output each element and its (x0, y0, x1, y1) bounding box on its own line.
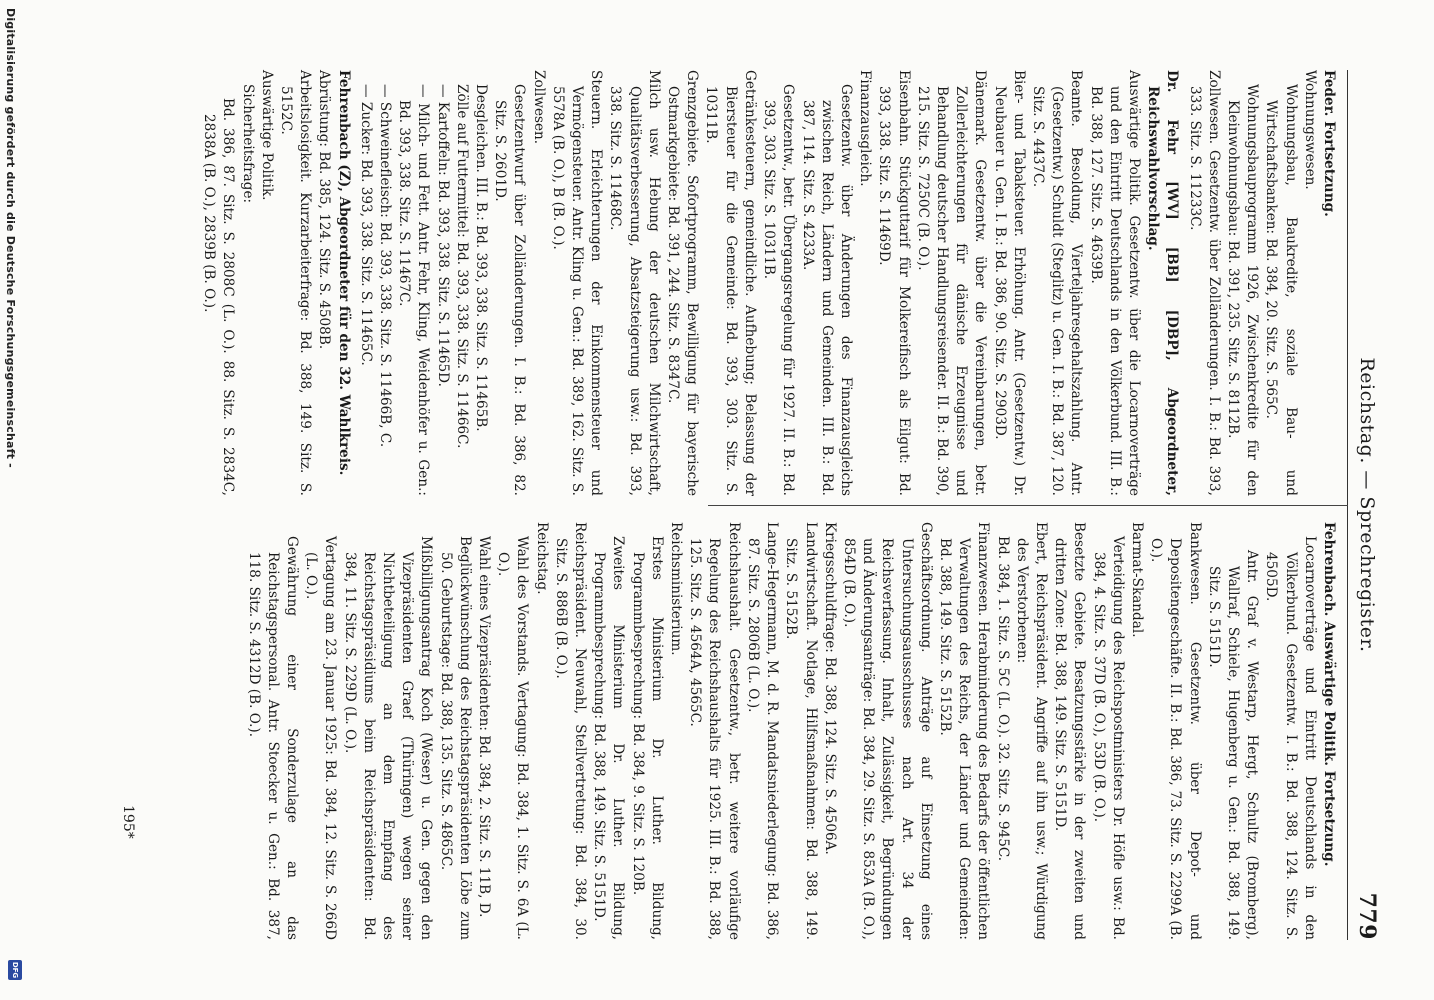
register-entry: Lange-Hegermann, M. d. R. Mandatsniederlegung: Bd. 386, 87. Sitz. S. 2806B (L. O.). (744, 522, 781, 940)
digitization-note: Digitalisierung gefördert durch die Deutsche Forschungsgemeinschaft - (4, 8, 17, 468)
register-entry: Beglückwünschung des Reichstagspräsidenten Löbe zum 50. Geburtstage: Bd. 388, 135. Sitz. S. 4865C. (437, 536, 473, 940)
register-entry: Finanzausgleich. (857, 70, 874, 187)
register-entry: Sicherheitsfrage: (239, 84, 256, 204)
speaker-heading: Feder. Fortsetzung. (1321, 70, 1337, 217)
register-entry: Erstes Ministerium Dr. Luther. Bildung, Programmbesprechung: Bd. 384, 9. Sitz. S. 120B. (629, 536, 665, 940)
register-entry: Wahl des Vorstands. Vertagung: Bd. 384, 1. Sitz. S. 6A (L. O.). (495, 536, 531, 940)
register-entry: Reichstag. (533, 522, 550, 595)
register-entry: Besetzte Gebiete. Besatzungsstärke in der zweiten und dritten Zone: Bd. 388, 149. Sitz. S. 5151D. (1052, 522, 1088, 940)
right-column (243, 522, 1338, 940)
register-entry: Wohnungswesen. (1301, 70, 1318, 190)
register-entry: — Kartoffeln: Bd. 393, 338. Sitz. S. 11465D. (434, 84, 451, 387)
speaker-heading: Dr. Fehr [WV] [BB] [DBP], Abgeordneter, Reichswahlvorschlag. (1145, 70, 1181, 496)
dfg-logo-icon: DFG (8, 960, 22, 980)
left-column (199, 70, 1338, 496)
register-entry: Gesetzentwurf über Zolländerungen. I. B.: Bd. 386, 82. Sitz. S. 2601D. (492, 84, 528, 496)
register-entry: Finanzwesen. Herabminderung des Bedarfs der öffentlichen Verwaltungen des Reichs, der Länder und Gemeinden: Bd. 388, 149. Sitz. S. 5152B. (936, 522, 992, 940)
running-head-title: Reichstag. — Sprechregister. (1356, 357, 1378, 653)
running-head (1348, 70, 1382, 940)
register-entry: Reichsministerium. (668, 522, 685, 656)
register-entry: Verteidigung des Reichspostministers Dr. Höfle usw.: Bd. 384, 4. Sitz. S. 37D (B. O.), 53D (B. O.). (1090, 536, 1126, 940)
register-entry: Landwirtschaft. Notlage, Hilfsmaßnahmen: Bd. 388, 149. Sitz. S. 5152B. (783, 522, 819, 940)
register-entry: Auswärtige Politik. Gesetzentw. über die Locarnoverträge und den Eintritt Deutschlands in den Völkerbund. III. B.: Bd. 388, 127. Sitz. S. 4639B. (1087, 70, 1142, 496)
register-entry: Auswärtige Politik. (258, 70, 275, 201)
register-entry: — Milch- und Fett. Antr. Fehr, Kling, Weidenhöfer u. Gen.: Bd. 393, 338. Sitz. S. 11467C. (396, 84, 432, 496)
register-entry: Reichspräsident. Neuwahl, Stellvertretung: Bd. 384, 30. Sitz. S. 886B (B. O.). (552, 522, 589, 940)
register-entry: Milch usw. Hebung der deutschen Milchwirtschaft, Qualitätsverbesserung, Absatzsteigerung usw.: Bd. 393, 338. Sitz. S. 11468C. (607, 70, 662, 496)
register-entry: Ebert, Reichspräsident. Angriffe auf ihn usw.; Würdigung des Verstorbenen: (1013, 522, 1049, 940)
register-entry: Wohnungsbauprogramm 1926, Zwischenkredite für den Kleinwohnungsbau: Bd. 391, 235. Sitz. S. 8112B. (1224, 84, 1261, 496)
column-divider (708, 505, 1348, 506)
register-entry: Arbeitslosigkeit. Kurzarbeiterfrage: Bd. 388, 149. Sitz. S. 5152C. (278, 70, 314, 496)
register-entry: Wahl eines Vizepräsidenten: Bd. 384, 2. Sitz. S. 11B, D. (476, 536, 493, 918)
register-entry: Barmat-Skandal. (1128, 522, 1145, 638)
register-entry: Abrüstung: Bd. 385, 124. Sitz. S. 4508B. (316, 70, 333, 350)
register-entry: Desgleichen. III. B.: Bd. 393, 338. Sitz. S. 11465B. (473, 84, 490, 432)
register-entry: Steuern. Erleichterungen der Einkommensteuer und Vermögensteuer. Antr. Kling u. Gen.: Bd. 389, 162. Sitz. S. 5578A (B. O.), B (B. O.). (549, 70, 605, 496)
register-entry: Grenzgebiete. Sofortprogramm, Bewilligung für bayerische Ostmarkgebiete: Bd. 391, 244. Sitz. S. 8347C. (665, 70, 701, 496)
register-entry: — Zucker: Bd. 393, 338. Sitz. S. 11465C. (357, 84, 374, 366)
register-entry: Gesetzentw. über Änderungen des Finanzausgleichs zwischen Reich, Ländern und Gemeinden. III. B.: Bd. 387, 114. Sitz. S. 4233A. (799, 84, 854, 496)
page-number: 779 (1354, 892, 1380, 940)
register-entry: Zollwesen. (530, 70, 547, 145)
register-entry: Bankwesen. Gesetzentw. über Depot- und Depositengeschäfte. II. B.: Bd. 386, 73. Sitz. S. 2299A (B. O.). (1148, 522, 1203, 940)
register-entry: Bd. 384, 1. Sitz. S. 5C (L. O.). 32. Sitz. S. 945C. (994, 536, 1011, 862)
register-entry: Dänemark. Gesetzentw. über die Vereinbarungen, betr. Zollerleichterungen für dänische Erzeugnisse und Behandlung deutscher Handlungsreisender. II. B.: Bd. 390, 215. Sitz. S. 7250C (B. O.). (914, 70, 989, 496)
register-entry: Reichshaushalt. Gesetzentw., betr. weitere vorläufige Regelung des Reichshaushalts für 1925. III. B.: Bd. 388, 125. Sitz. S. 4564A, 4565C. (687, 522, 742, 940)
register-entry: Vertagung am 23. Januar 1925: Bd. 384, 12. Sitz. S. 266D (L. O.). (303, 536, 339, 940)
register-entry: Kriegsschuldfrage: Bd. 388, 124. Sitz. S. 4506A. (821, 522, 838, 855)
register-entry: Getränkesteuern, gemeindliche. Aufhebung; Belassung der Biersteuer für die Gemeinde: Bd. 393, 303. Sitz. S. 10311B. (703, 70, 758, 496)
register-entry: Zweites Ministerium Dr. Luther. Bildung, Programmbesprechung: Bd. 388, 149. Sitz. S. 5151D. (591, 536, 627, 940)
register-entry: Wohnungsbau, Baukredite, soziale Bau- und Wirtschaftsbanken: Bd. 384, 20. Sitz. S. 565C. (1263, 84, 1299, 496)
register-entry: Zölle auf Futtermittel: Bd. 393, 338. Sitz. S. 11466C. (453, 84, 470, 449)
register-entry: Gesetzentw., betr. Übergangsregelung für 1927. II. B.: Bd. 393, 303. Sitz. S. 10311B. (761, 84, 797, 496)
register-entry: Antr. Graf v. Westarp, Hergt, Schultz (Bromberg), Wallraf, Schiele, Hugenberg u. Gen.: Bd. 388, 149. Sitz. S. 5151D. (1205, 550, 1261, 940)
register-entry: — Schweinefleisch: Bd. 393, 338. Sitz. S. 11466B, C. (377, 84, 394, 448)
register-entry: Bier- und Tabaksteuer. Erhöhung. Antr. (Gesetzentw.) Dr. Neubauer u. Gen. I. B.: Bd. 386, 90. Sitz. S. 2903D. (991, 70, 1027, 496)
register-entry: Beamte. Besoldung, Vierteljahresgehaltszahlung. Antr. (Gesetzentw.) Schuldt (Steglitz) u. Gen. I. B.: Bd. 387, 120. Sitz. S. 4437C. (1029, 70, 1085, 496)
register-entry: Gewährung einer Sonderzulage an das Reichstagspersonal. Antr. Stoecker u. Gen.: Bd. 387, 118. Sitz. S. 4312D (B. O.). (245, 536, 301, 940)
register-entry: Bd. 386, 87. Sitz. S. 2808C (L. O.). 88. Sitz. S. 2834C, 2838A (B. O.), 2839B (B. O.). (201, 98, 237, 496)
register-entry: Locarnoverträge und Eintritt Deutschlands in den Völkerbund. Gesetzentw. I. B.: Bd. 388, 124. Sitz. S. 4505D. (1263, 536, 1318, 940)
register-entry: Zollwesen. Gesetzentw. über Zolländerungen. I. B.: Bd. 393, 333. Sitz. S. 11233C. (1186, 70, 1222, 496)
speaker-heading: Fehrenbach (Z), Abgeordneter für den 32. Wahlkreis. (335, 70, 352, 476)
register-entry: Mißbilligungsantrag Koch (Weser) u. Gen. gegen den Vizepräsidenten Graef (Thüringen) wegen seiner Nichtbeteiligung an dem Empfang des Reichstagspräsidiums beim Reichspräsidenten: Bd. 384, 11. Sitz. S. 229D (L. O.). (341, 536, 435, 940)
register-entry: Eisenbahn. Stückguttarif für Molkereifisch als Eilgut: Bd. 393, 338. Sitz. S. 11469D. (876, 70, 912, 496)
signature-mark: 195* (120, 805, 136, 839)
digitization-footer (2, 0, 20, 1000)
register-entry: Geschäftsordnung. Anträge auf Einsetzung eines Untersuchungsausschusses nach Art. 34 der Reichsverfassung. Inhalt, Zulässigkeit, Begründungen und Änderungsanträge: Bd. 384, 29. Sitz. S. 853A (B. O.), 854D (B. O.). (840, 522, 934, 940)
speaker-heading: Fehrenbach. Auswärtige Politik. Fortsetzung. (1321, 522, 1337, 867)
